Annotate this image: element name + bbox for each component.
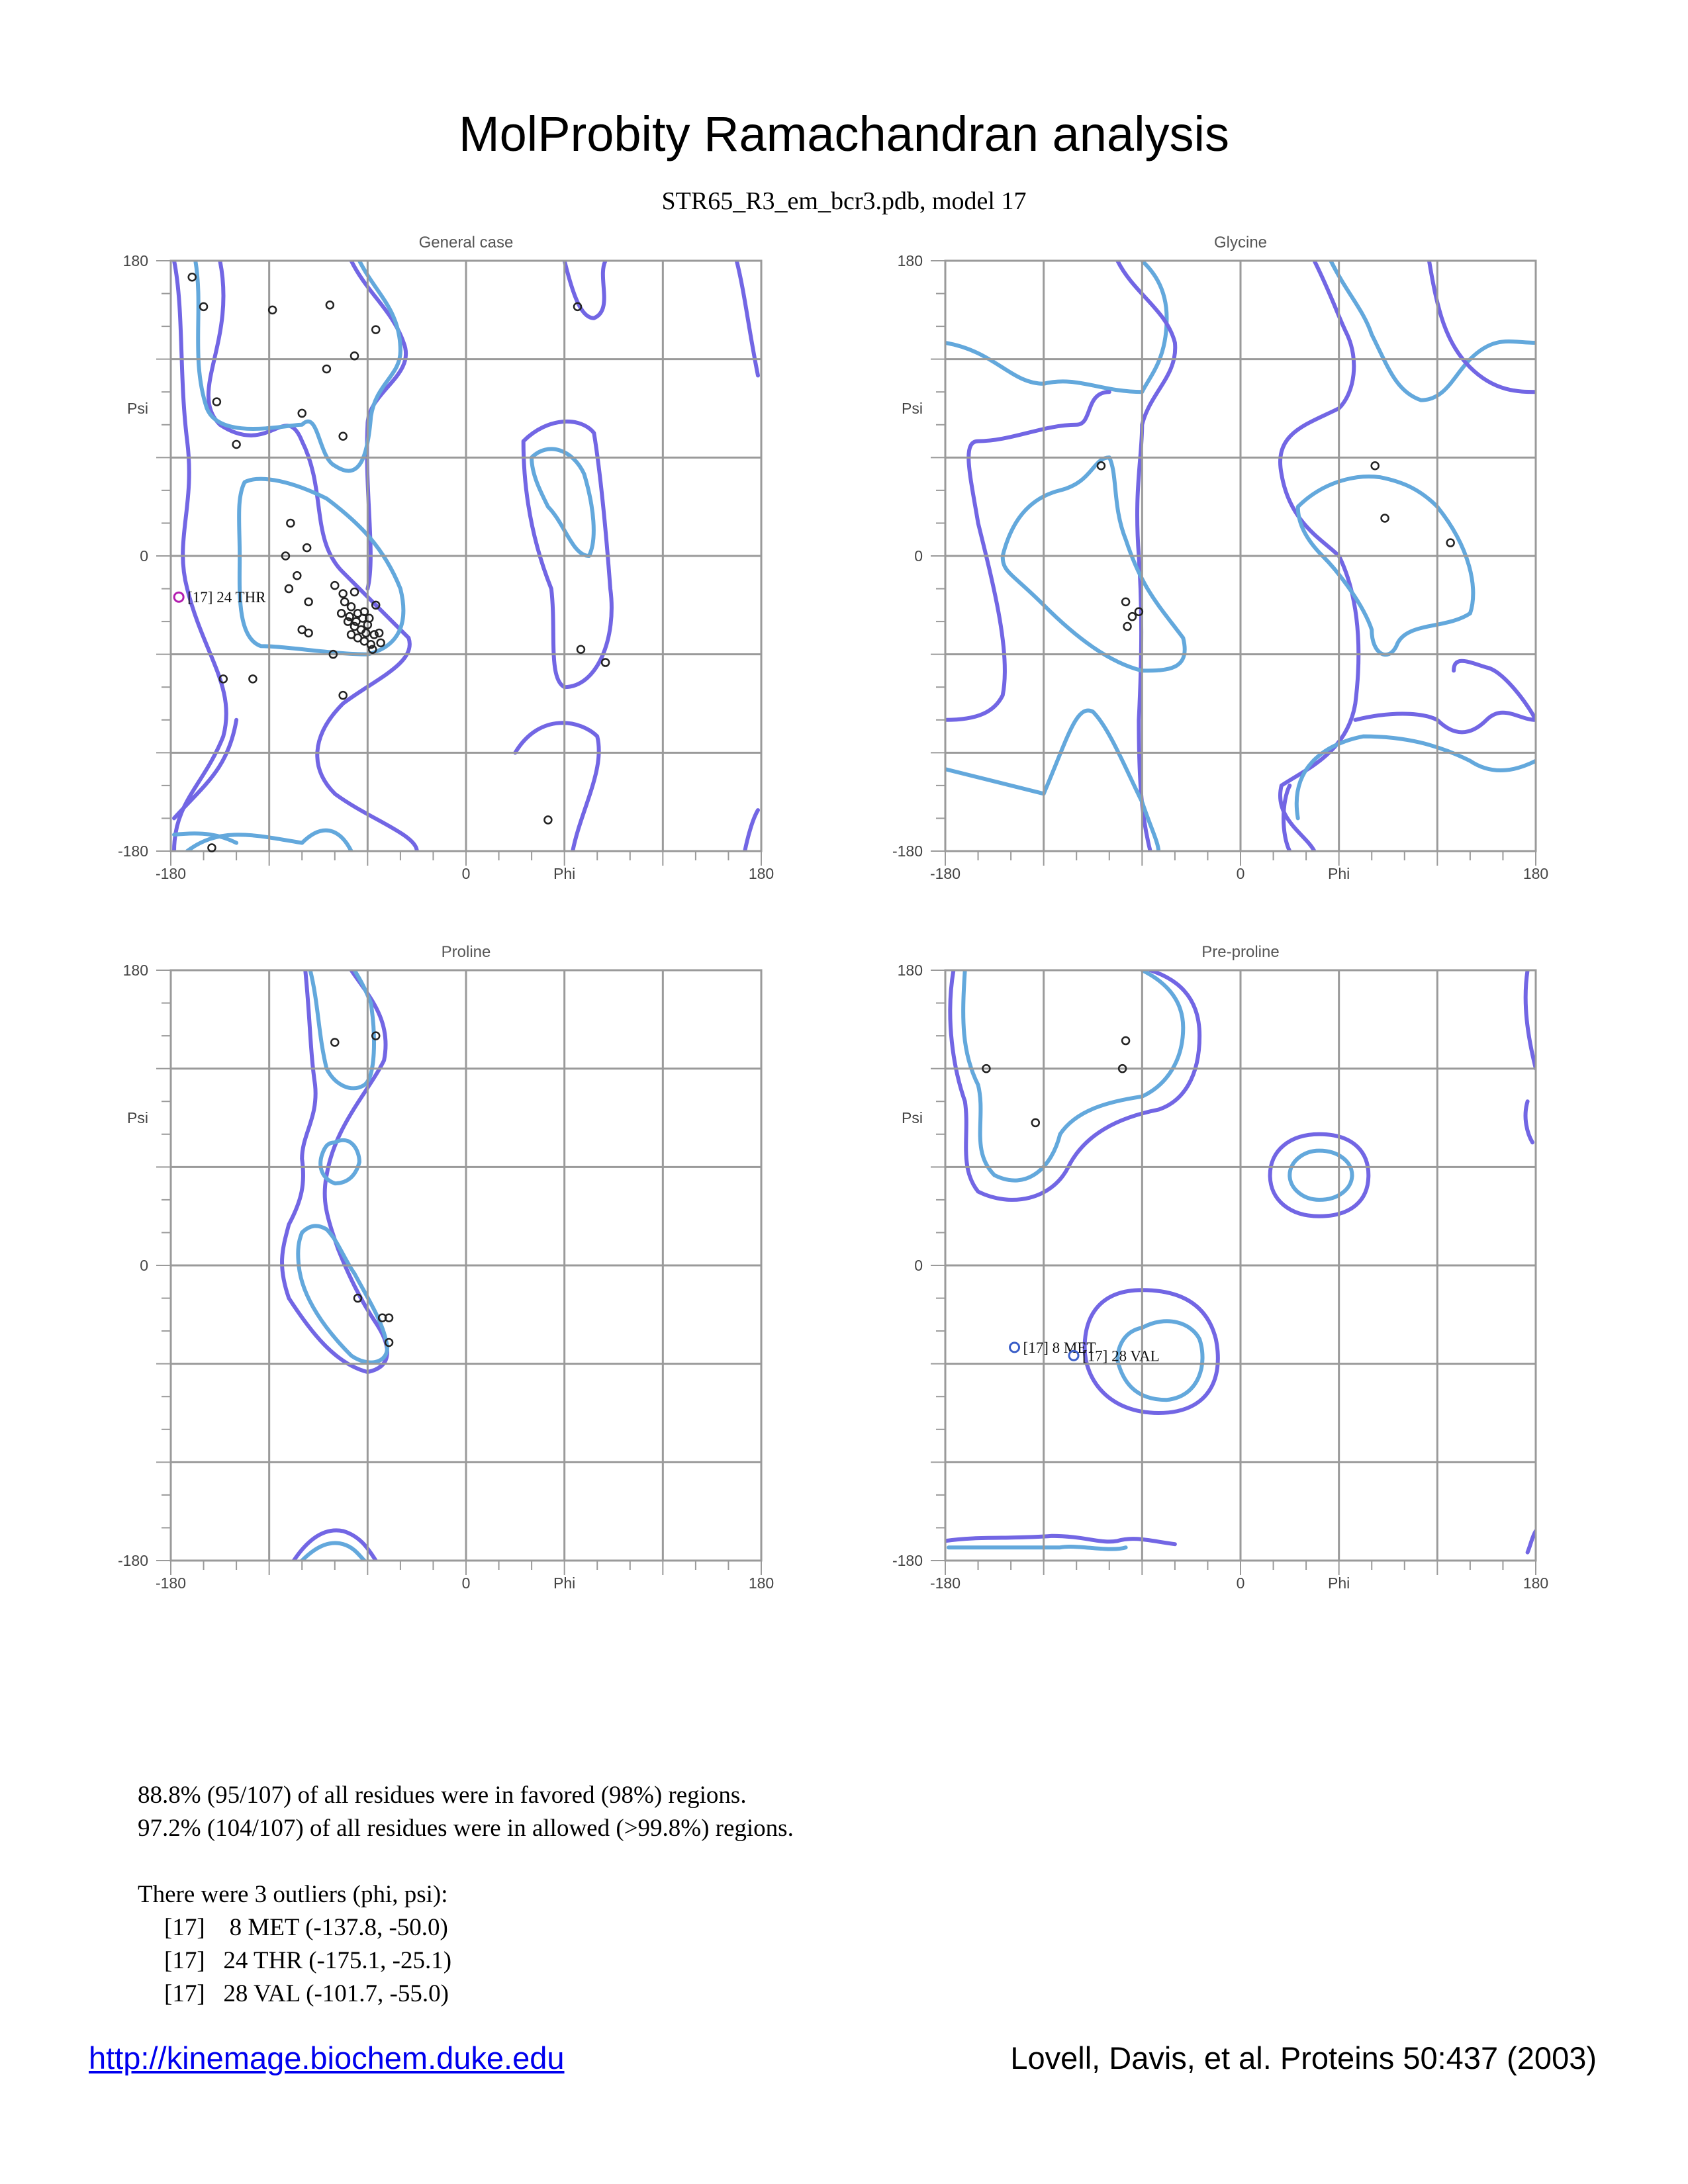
x-tick-label: 180 [1523,1574,1549,1592]
y-tick-label: Psi [127,400,148,417]
y-tick-label: Psi [902,400,923,417]
outlier-line: [17] 28 VAL (-101.7, -55.0) [164,1980,449,2007]
favored-contour [963,970,1183,1181]
data-point [299,410,306,417]
x-tick-label: 0 [1236,1574,1245,1592]
plot-panel [892,943,1548,1592]
outlier-point [1010,1343,1019,1352]
favored-contour [945,261,1167,392]
data-point [1447,539,1454,547]
favored-contour [949,1547,1126,1549]
data-point [213,398,220,406]
data-point [340,590,347,597]
data-point [285,585,293,592]
data-point [577,646,585,653]
outlier-label: [17] 28 VAL [1082,1347,1160,1365]
data-point [305,629,312,637]
allowed-contour [745,810,758,851]
data-point [305,598,312,606]
data-point [1382,515,1389,522]
data-point [340,433,347,440]
data-point [338,610,345,617]
data-point [351,588,358,596]
favored-stat: 88.8% (95/107) of all residues were in favored (98%) regions. [138,1782,747,1809]
y-tick-label: -180 [117,1552,148,1569]
allowed-contour [1526,970,1536,1069]
data-point [1122,1037,1129,1044]
data-point [233,441,240,448]
x-tick-label: 180 [748,865,774,882]
y-tick-label: -180 [892,1552,923,1569]
allowed-contour [524,422,612,687]
favored-contour [1289,1151,1352,1200]
y-tick-label: 0 [914,547,923,565]
data-point [340,692,347,699]
citation: Lovell, Davis, et al. Proteins 50:437 (2003) [1010,2040,1597,2075]
data-point [303,544,310,551]
outlier-point [174,592,183,602]
data-point [372,326,379,334]
favored-contour [1297,737,1536,819]
y-tick-label: 180 [122,962,148,979]
data-point [200,303,207,310]
data-point [323,365,330,373]
plot-panel [118,943,774,1592]
data-point [1129,613,1136,620]
plot-title: Glycine [1213,234,1268,251]
y-tick-label: -180 [892,842,923,860]
y-tick-label: 180 [122,252,148,269]
data-point [602,659,609,666]
allowed-stat: 97.2% (104/107) of all residues were in allowed (>99.8%) regions. [138,1815,794,1842]
allowed-contour [515,723,598,851]
data-point [1124,623,1131,630]
data-point [249,675,256,682]
outlier-line: [17] 8 MET (-137.8, -50.0) [164,1914,448,1941]
favored-contour [1003,457,1185,670]
x-tick-label: -180 [155,1574,187,1592]
data-point [341,598,348,606]
favored-contour [320,1140,359,1183]
data-point [544,816,551,823]
data-point [1372,462,1379,469]
x-tick-label: 180 [1523,865,1549,882]
outlier-label: [17] 8 MET [1023,1339,1096,1356]
favored-contour [298,1226,387,1362]
data-point [293,572,301,579]
x-tick-label: -180 [929,1574,961,1592]
outlier-line: [17] 24 THR (-175.1, -25.1) [164,1947,452,1974]
favored-contour [310,970,374,1088]
y-tick-label: 0 [140,547,148,565]
x-tick-label: Phi [553,865,576,882]
y-tick-label: 180 [897,252,923,269]
y-tick-label: 0 [914,1257,923,1274]
x-tick-label: Phi [1328,865,1350,882]
allowed-contour [1454,661,1536,720]
plot-panel [118,234,774,882]
data-point [1122,598,1129,606]
x-tick-label: 0 [461,865,471,882]
data-point [331,1039,338,1046]
allowed-contour [352,261,406,589]
statistics-block [138,1779,794,2011]
data-point [348,603,355,610]
plot-panel [892,234,1548,882]
y-tick-label: -180 [117,842,148,860]
x-tick-label: Phi [1328,1574,1350,1592]
y-tick-label: 0 [140,1257,148,1274]
data-point [326,301,334,308]
allowed-contour [945,1536,1175,1544]
favored-contour [945,711,1158,851]
plot-title: Proline [441,943,491,961]
outlier-label: [17] 24 THR [187,589,266,606]
allowed-contour [565,261,606,318]
contour-layer [174,261,1536,1561]
data-point [189,273,196,281]
x-tick-label: Phi [553,1574,576,1592]
data-point [1032,1119,1039,1126]
y-tick-label: 180 [897,962,923,979]
x-tick-label: 0 [1236,865,1245,882]
plot-title: General case [418,234,514,251]
data-point [331,582,338,589]
favored-contour [239,479,403,655]
data-point [377,639,385,647]
allowed-contour [1429,261,1536,392]
favored-contour [302,1543,364,1561]
x-tick-label: 180 [748,1574,774,1592]
x-tick-label: 0 [461,1574,471,1592]
page-title: MolProbity Ramachandran analysis [459,107,1229,161]
favored-contour [1298,477,1474,655]
y-tick-label: Psi [902,1109,923,1126]
allowed-contour [1526,1101,1532,1142]
favored-contour [532,449,594,556]
x-tick-label: -180 [155,865,187,882]
y-tick-label: Psi [127,1109,148,1126]
allowed-contour [1355,713,1536,733]
outliers-heading: There were 3 outliers (phi, psi): [138,1881,448,1908]
plot-frames-layer [118,234,1548,1592]
file-subtitle: STR65_R3_em_bcr3.pdb, model 17 [661,187,1027,215]
data-point [1098,462,1105,469]
data-point [287,520,294,527]
x-tick-label: -180 [929,865,961,882]
allowed-contour [1528,1531,1536,1552]
plot-title: Pre-proline [1201,943,1280,961]
allowed-contour [282,970,387,1372]
kinemage-link[interactable]: http://kinemage.biochem.duke.edu [89,2040,565,2075]
